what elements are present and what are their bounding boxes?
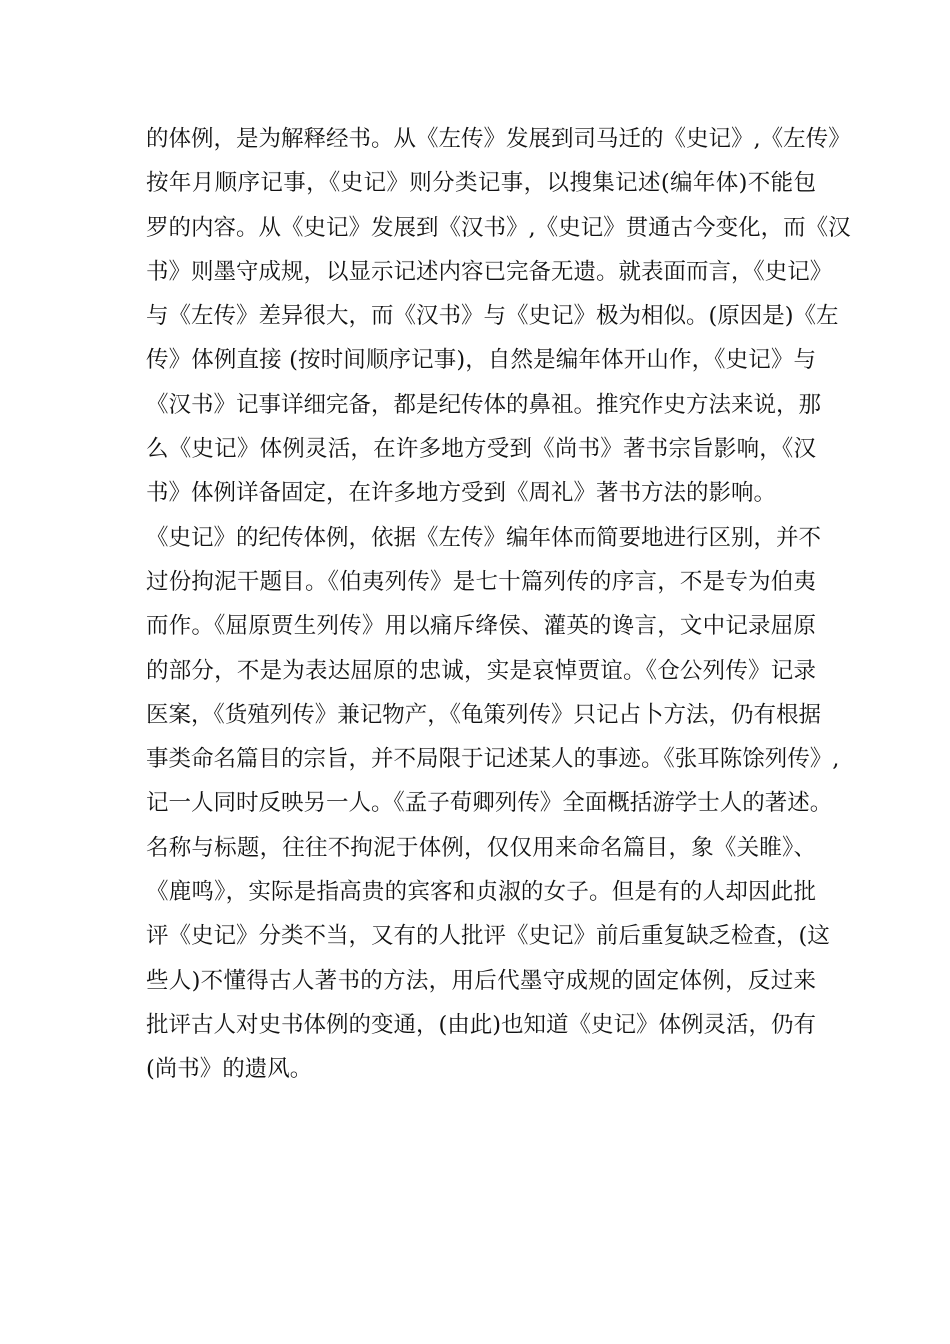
- text-line: 《汉书》记事详细完备，都是纪传体的鼻祖。推究作史方法来说，那: [146, 391, 822, 418]
- text-line: 传》体例直接 (按时间顺序记事)，自然是编年体开山作，《史记》与: [146, 347, 816, 374]
- text-line: 与《左传》差异很大，而《汉书》与《史记》极为相似。(原因是)《左: [146, 303, 839, 330]
- text-line: 《史记》的纪传体例，依据《左传》编年体而简要地进行区别，并不: [146, 524, 822, 551]
- body-text: [146, 117, 851, 1092]
- text-line: 名称与标题，往往不拘泥于体例，仅仅用来命名篇目，象《关睢》、: [146, 834, 816, 861]
- text-line: 按年月顺序记事，《史记》则分类记事，以搜集记述(编年体)不能包: [146, 170, 816, 197]
- text-line: 《鹿鸣》，实际是指高贵的宾客和贞淑的女子。但是有的人却因此批: [146, 879, 816, 906]
- text-line: 的部分，不是为表达屈原的忠诚，实是哀悼贾谊。《仓公列传》记录: [146, 657, 816, 684]
- text-line: 的体例，是为解释经书。从《左传》发展到司马迁的《史记》,《左传》: [146, 126, 851, 152]
- text-line: 么《史记》体例灵活，在许多地方受到《尚书》著书宗旨影响，《汉: [146, 436, 816, 463]
- text-line: 批评古人对史书体例的变通，(由此)也知道《史记》体例灵活，仍有: [146, 1011, 817, 1038]
- text-line: 书》则墨守成规，以显示记述内容已完备无遗。就表面而言，《史记》: [146, 258, 833, 285]
- text-line: 些人)不懂得古人著书的方法，用后代墨守成规的固定体例，反过来: [146, 967, 816, 994]
- text-line: (尚书》的遗风。: [146, 1056, 313, 1083]
- text-line: 医案，《货殖列传》兼记物产，《龟策列传》只记占卜方法，仍有根据: [146, 701, 822, 728]
- text-line: 事类命名篇目的宗旨，并不局限于记述某人的事迹。《张耳陈馀列传》,: [146, 746, 840, 773]
- text-line: 评《史记》分类不当，又有的人批评《史记》前后重复缺乏检查，(这: [146, 923, 830, 950]
- text-line: 罗的内容。从《史记》发展到《汉书》,《史记》贯通古今变化，而《汉: [146, 214, 851, 241]
- text-line: 而作。《屈原贾生列传》用以痛斥绛侯、灌英的谗言，文中记录屈原: [146, 613, 816, 640]
- text-line: 过份拘泥干题目。《伯夷列传》是七十篇列传的序言，不是专为伯夷: [146, 568, 816, 595]
- text-line: 书》体例详备固定，在许多地方受到《周礼》著书方法的影响。: [146, 480, 777, 507]
- text-line: 记一人同时反映另一人。《孟子荀卿列传》全面概括游学士人的著述。: [146, 790, 833, 817]
